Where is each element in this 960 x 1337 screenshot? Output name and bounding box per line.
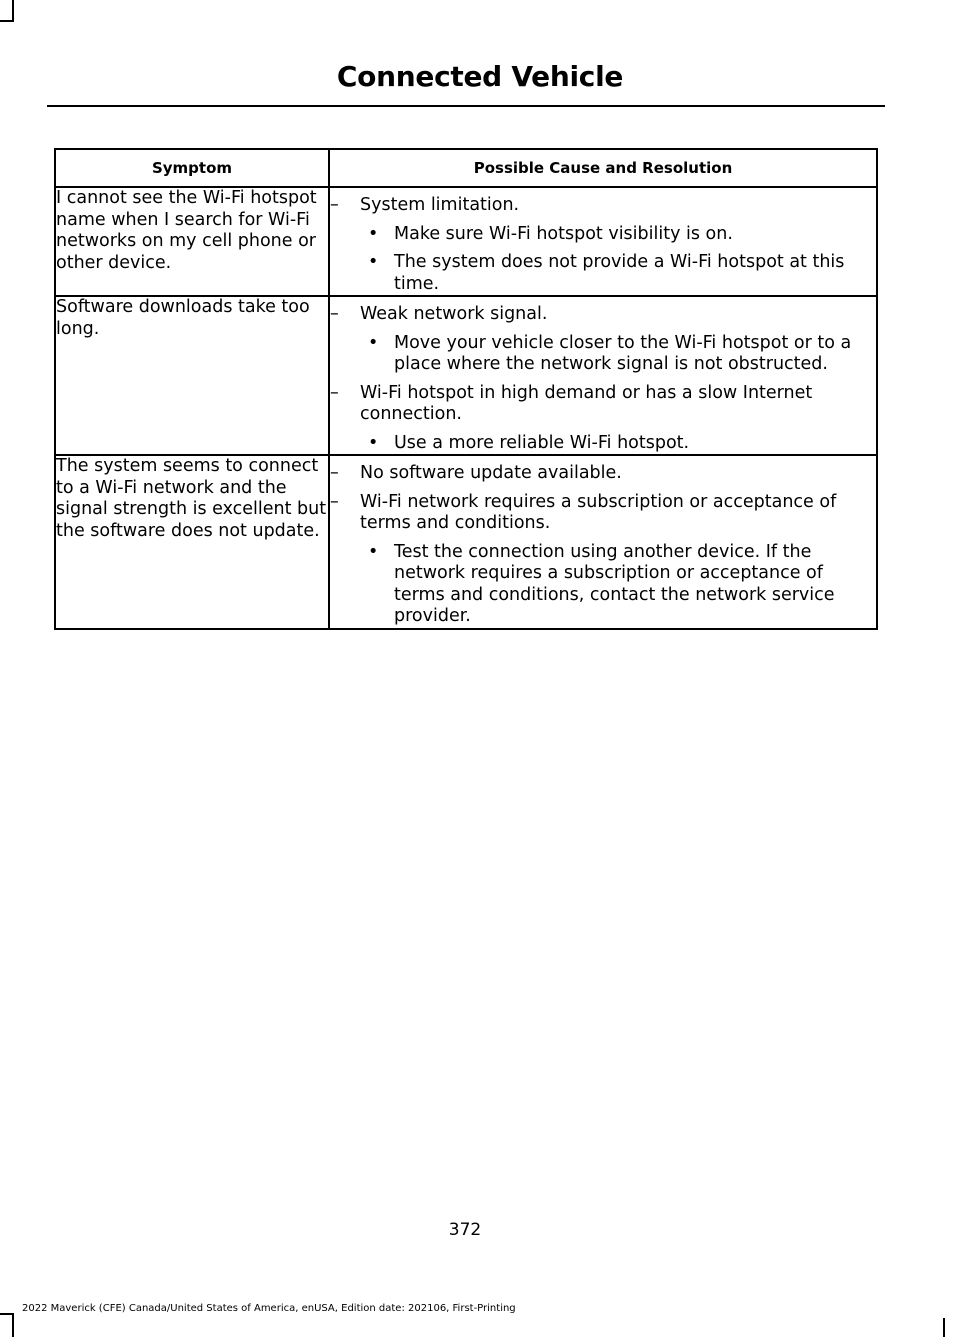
resolution-cell: [329, 187, 877, 296]
cause-item: [330, 195, 876, 217]
cause-text: Wi-Fi network requires a subscription or acceptance of terms and conditions.: [360, 491, 837, 533]
dash-marker: –: [330, 304, 339, 324]
edition-footer: 2022 Maverick (CFE) Canada/United States of America, enUSA, Edition date: 202106, First-Printing: [22, 1303, 516, 1314]
resolution-text: Test the connection using another device. If the network requires a subscription or acceptance of terms and conditions, contact the network service provider.: [394, 541, 835, 626]
cause-text: Wi-Fi hotspot in high demand or has a slow Internet connection.: [360, 382, 813, 424]
page-title: Connected Vehicle: [336, 60, 624, 93]
bullet-marker: •: [368, 223, 379, 244]
resolution-cell: [329, 455, 877, 629]
resolution-item: [330, 224, 876, 246]
dash-marker: –: [330, 463, 339, 483]
table-row: [55, 296, 877, 455]
cause-text: System limitation.: [360, 195, 520, 215]
page-number: 372: [448, 1220, 482, 1240]
crop-mark: [943, 1318, 945, 1337]
resolution-item: [330, 433, 876, 455]
crop-mark: [0, 1313, 14, 1315]
dash-marker: –: [330, 491, 339, 512]
crop-mark: [12, 0, 14, 22]
cause-text: Weak network signal.: [360, 304, 548, 324]
table-row: [55, 187, 877, 296]
crop-mark: [0, 20, 14, 22]
cause-item: [330, 492, 876, 535]
bullet-marker: •: [368, 332, 379, 353]
crop-mark: [12, 1313, 14, 1337]
cause-text: No software update available.: [360, 463, 622, 483]
resolution-text: Use a more reliable Wi-Fi hotspot.: [394, 432, 690, 453]
column-header-resolution: Possible Cause and Resolution: [329, 149, 877, 187]
resolution-item: [330, 333, 876, 376]
resolution-text: Make sure Wi-Fi hotspot visibility is on.: [394, 223, 733, 244]
cause-item: [330, 304, 876, 326]
symptom-cell: Software downloads take too long.: [55, 296, 329, 455]
resolution-item: [330, 252, 876, 295]
troubleshooting-table: [54, 148, 878, 630]
cause-item: [330, 463, 876, 485]
dash-marker: –: [330, 195, 339, 215]
resolution-text: The system does not provide a Wi-Fi hotspot at this time.: [394, 252, 845, 294]
resolution-cell: [329, 296, 877, 455]
dash-marker: –: [330, 382, 339, 403]
title-divider: [47, 105, 885, 107]
symptom-cell: The system seems to connect to a Wi-Fi network and the signal strength is excellent but the software does not update.: [55, 455, 329, 629]
resolution-text: Move your vehicle closer to the Wi-Fi hotspot or to a place where the network signal is not obstructed.: [394, 332, 852, 374]
bullet-marker: •: [368, 541, 379, 562]
bullet-marker: •: [368, 432, 379, 453]
cause-item: [330, 383, 876, 426]
table-row: [55, 455, 877, 629]
resolution-item: [330, 542, 876, 628]
table-header-row: [55, 149, 877, 187]
bullet-marker: •: [368, 252, 379, 272]
column-header-symptom: Symptom: [55, 149, 329, 187]
symptom-cell: I cannot see the Wi-Fi hotspot name when I search for Wi-Fi networks on my cell phone or other device.: [55, 187, 329, 296]
